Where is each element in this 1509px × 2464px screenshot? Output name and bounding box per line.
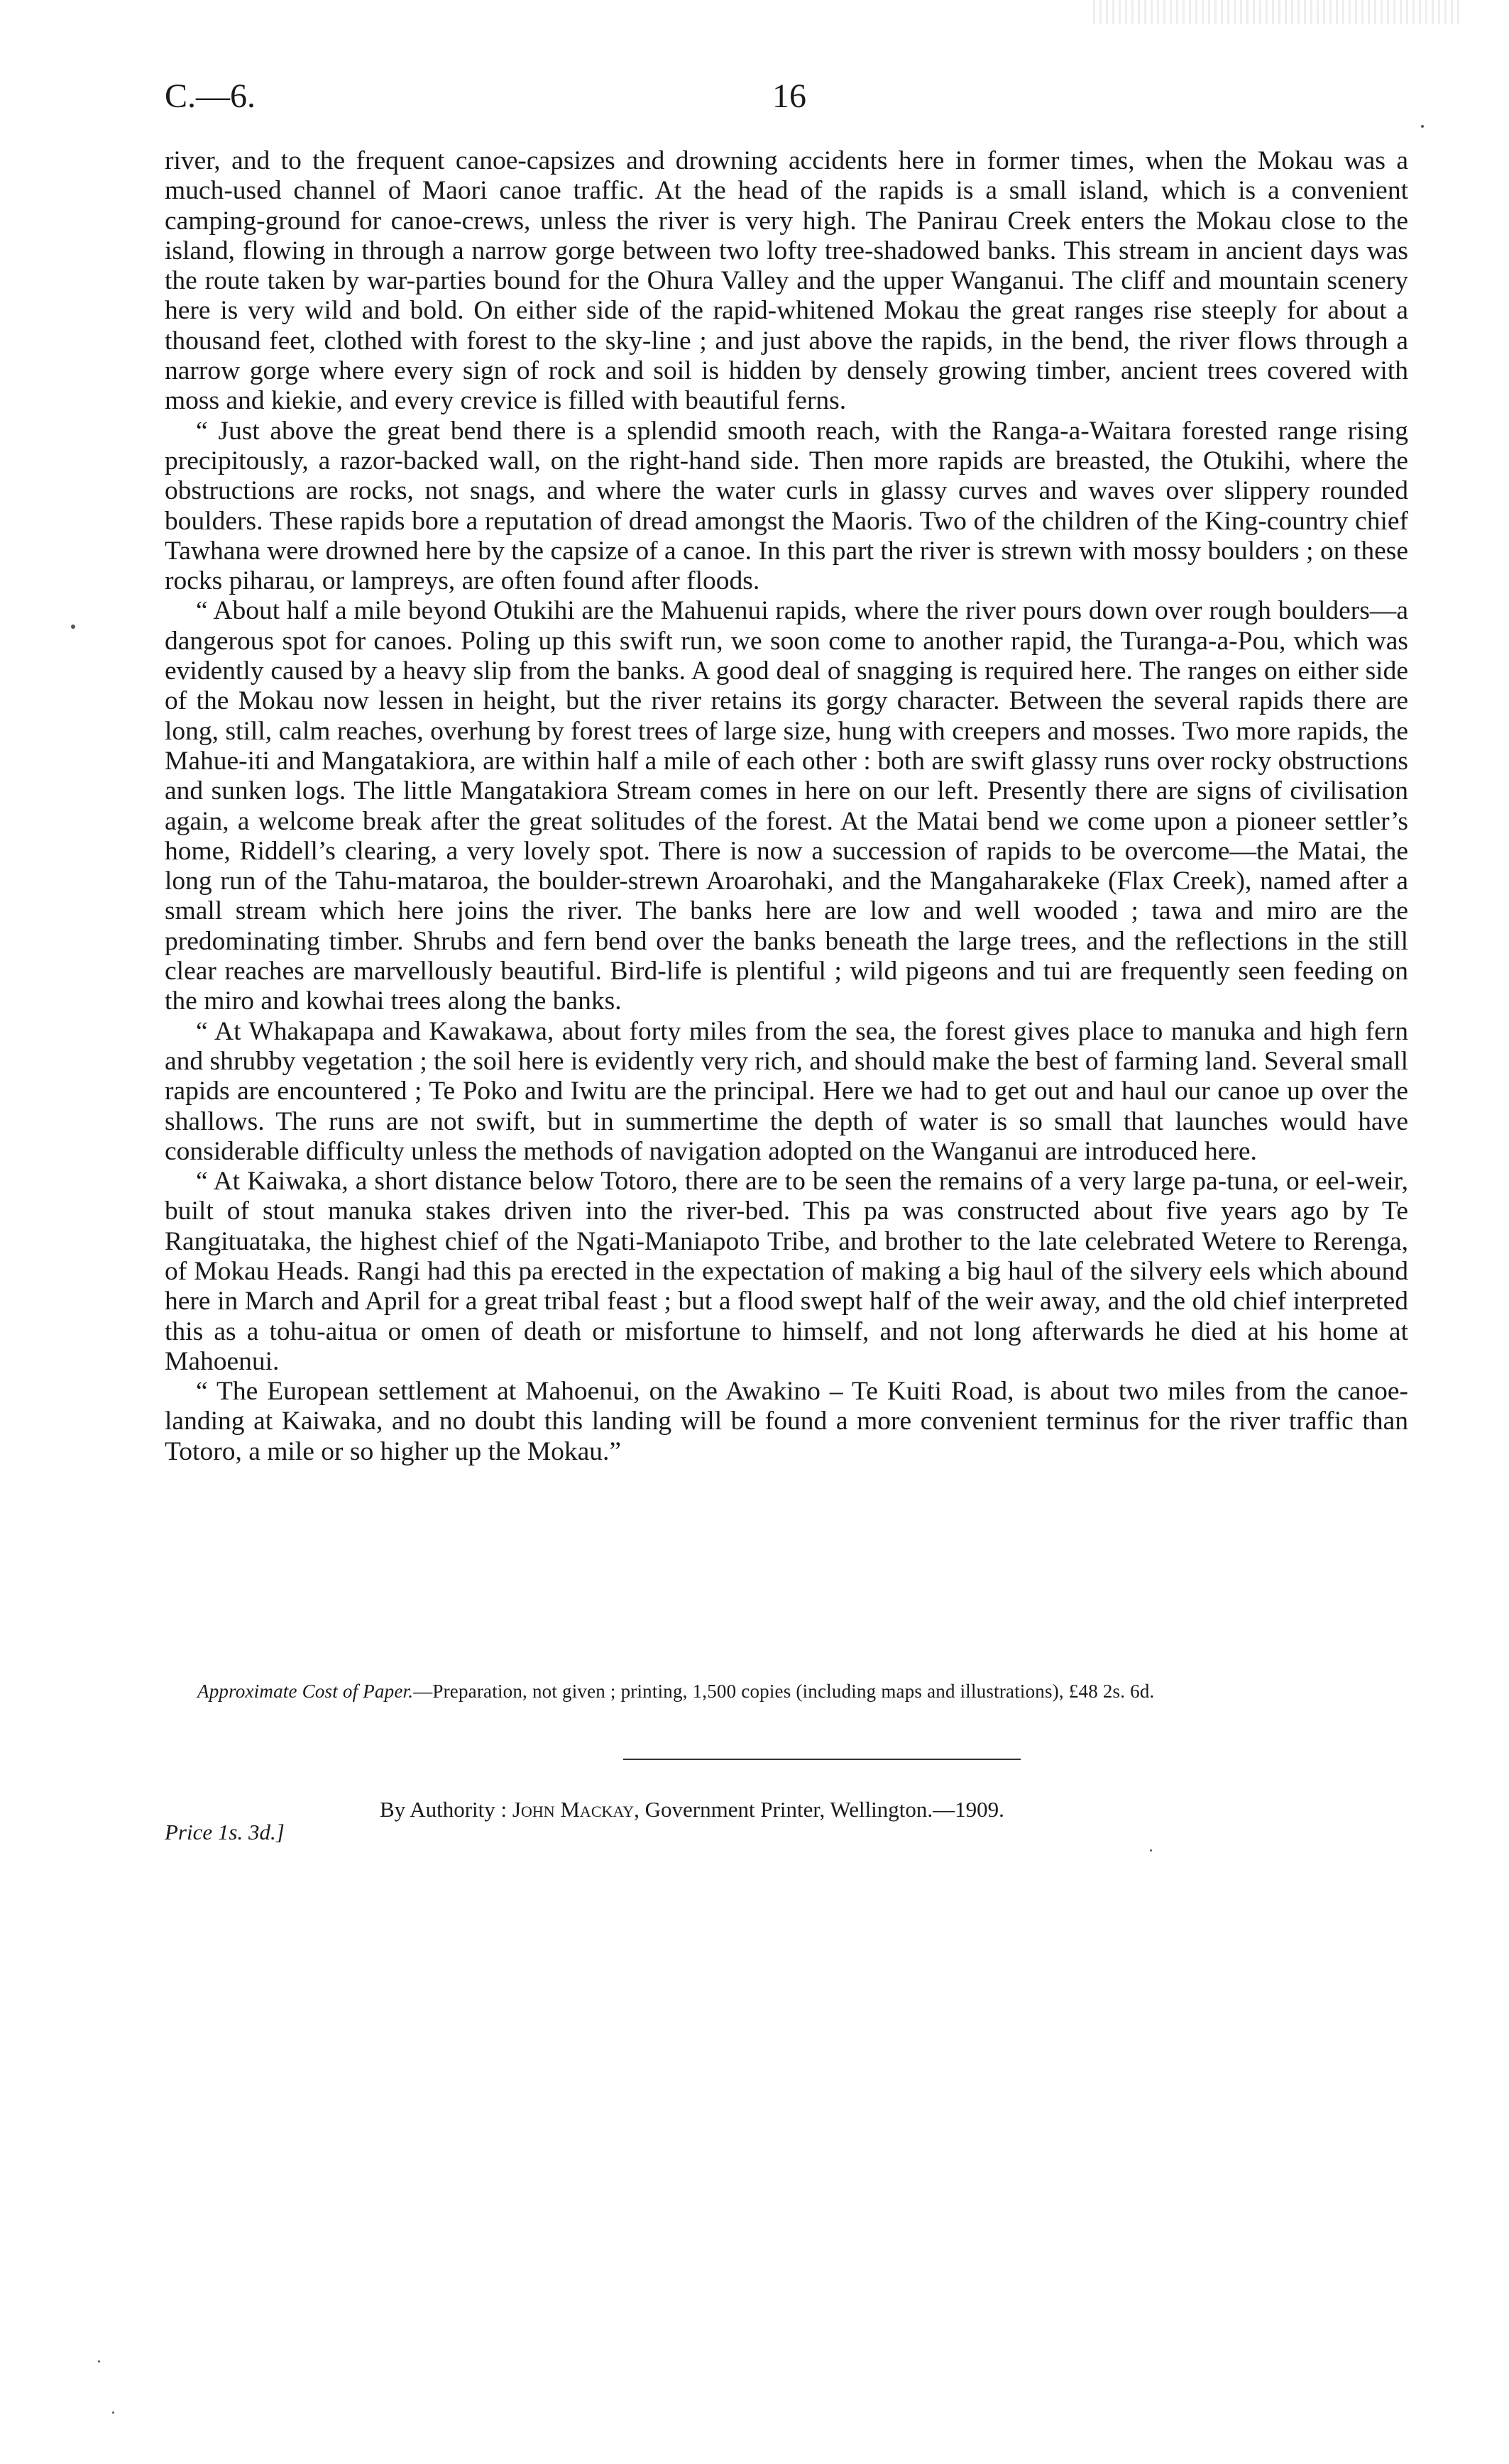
scan-speck <box>98 2360 100 2363</box>
paragraph: river, and to the frequent canoe-capsizes and drowning accidents here in former times, when the Mokau was a much-used channel of Maori canoe traffic. At the head of the rapids is a small island, which is a convenient camping-ground for canoe-crews, unless the river is very high. The Panirau Creek enters the Mokau close to the island, flowing in through a narrow gorge between two lofty tree-shadowed banks. This stream in ancient days was the route taken by war-parties bound for the Ohura Valley and the upper Wanganui. The cliff and mountain scenery here is very wild and bold. On either side of the rapid-whitened Mokau the great ranges rise steeply for about a thousand feet, clothed with forest to the sky-line ; and just above the rapids, in the bend, the river flows through a narrow gorge where every sign of rock and soil is hidden by densely growing timber, ancient trees covered with moss and kiekie, and every crevice is filled with beautiful ferns. <box>165 146 1408 416</box>
cost-note <box>197 1681 1418 1703</box>
body-text <box>165 146 1408 1467</box>
document-code: C.—6. <box>165 77 256 115</box>
cost-note-text: —Preparation, not given ; printing, 1,500 copies (including maps and illustrations), £48 2s. 6d. <box>413 1681 1155 1702</box>
scan-speck <box>71 625 75 629</box>
page-number: 16 <box>772 77 806 115</box>
imprint-prefix: By Authority : <box>380 1797 507 1822</box>
scan-speck <box>1421 125 1424 128</box>
paragraph: “ Just above the great bend there is a splendid smooth reach, with the Ranga-a-Waitara forested range rising precipitously, a razor-backed wall, on the right-hand side. Then more rapids are breasted, the Otukihi, where the obstructions are rocks, not snags, and where the water curls in glassy curves and waves over slippery rounded boulders. These rapids bore a reputation of dread amongst the Maoris. Two of the children of the King-country chief Tawhana were drowned here by the capsize of a canoe. In this part the river is strewn with mossy boulders ; on these rocks piharau, or lampreys, are often found after floods. <box>165 416 1408 596</box>
cost-note-label: Approximate Cost of Paper. <box>197 1681 414 1702</box>
imprint-suffix: , Government Printer, Wellington.—1909. <box>634 1797 1004 1822</box>
imprint-printer: John Mackay <box>512 1797 635 1822</box>
price-note: Price 1s. 3d.] <box>165 1820 285 1844</box>
paragraph: “ At Whakapapa and Kawakawa, about forty miles from the sea, the forest gives place to manuka and high fern and shrubby vegetation ; the soil here is evidently very rich, and should make the best of farming land. Several small rapids are encountered ; Te Poko and Iwitu are the principal. Here we had to get out and haul our canoe up over the shallows. The runs are not swift, but in summertime the depth of water is so small that launches would have considerable difficulty unless the methods of navigation adopted on the Wanganui are introduced here. <box>165 1016 1408 1166</box>
paragraph: “ About half a mile beyond Otukihi are the Mahuenui rapids, where the river pours down over rough boulders—a dangerous spot for canoes. Poling up this swift run, we soon come to another rapid, the Turanga-a-Pou, which was evidently caused by a heavy slip from the banks. A good deal of snagging is required here. The ranges on either side of the Mokau now lessen in height, but the river retains its gorgy character. Between the several rapids there are long, still, calm reaches, overhung by forest trees of large size, hung with creepers and mosses. Two more rapids, the Mahue-iti and Mangatakiora, are within half a mile of each other : both are swift glassy runs over rocky obstructions and sunken logs. The little Mangatakiora Stream comes in here on our left. Presently there are signs of civilisation again, a welcome break after the great solitudes of the forest. At the Matai bend we come upon a pioneer settler’s home, Riddell’s clearing, a very lovely spot. There is now a succession of rapids to be overcome—the Matai, the long run of the Tahu-mataroa, the boulder-strewn Aroarohaki, and the Mangaharakeke (Flax Creek), named after a small stream which here joins the river. The banks here are low and well wooded ; tawa and miro are the predominating timber. Shrubs and fern bend over the banks beneath the large trees, and the reflections in the still clear reaches are marvellously beautiful. Bird-life is plentiful ; wild pigeons and tui are frequently seen feeding on the miro and kowhai trees along the banks. <box>165 596 1408 1016</box>
divider-rule <box>623 1759 1021 1760</box>
paragraph: “ At Kaiwaka, a short distance below Totoro, there are to be seen the remains of a very large pa-tuna, or eel-weir, built of stout manuka stakes driven into the river-bed. This pa was constructed about five years ago by Te Rangituataka, the highest chief of the Ngati-Maniapoto Tribe, and brother to the late celebrated Wetere to Rerenga, of Mokau Heads. Rangi had this pa erected in the expectation of making a big haul of the silvery eels which abound here in March and April for a great tribal feast ; but a flood swept half of the weir away, and the old chief interpreted this as a tohu-aitua or omen of death or misfortune to himself, and not long afterwards he died at his home at Mahoenui. <box>165 1167 1408 1376</box>
paragraph: “ The European settlement at Mahoenui, on the Awakino – Te Kuiti Road, is about two miles from the canoe-landing at Kaiwaka, and no doubt this landing will be found a more convenient terminus for the river traffic than Totoro, a mile or so higher up the Mokau.” <box>165 1377 1408 1466</box>
imprint <box>380 1797 1004 1822</box>
scan-speck <box>1150 1849 1152 1852</box>
scan-speck <box>112 2411 114 2414</box>
scan-noise <box>1093 0 1462 24</box>
